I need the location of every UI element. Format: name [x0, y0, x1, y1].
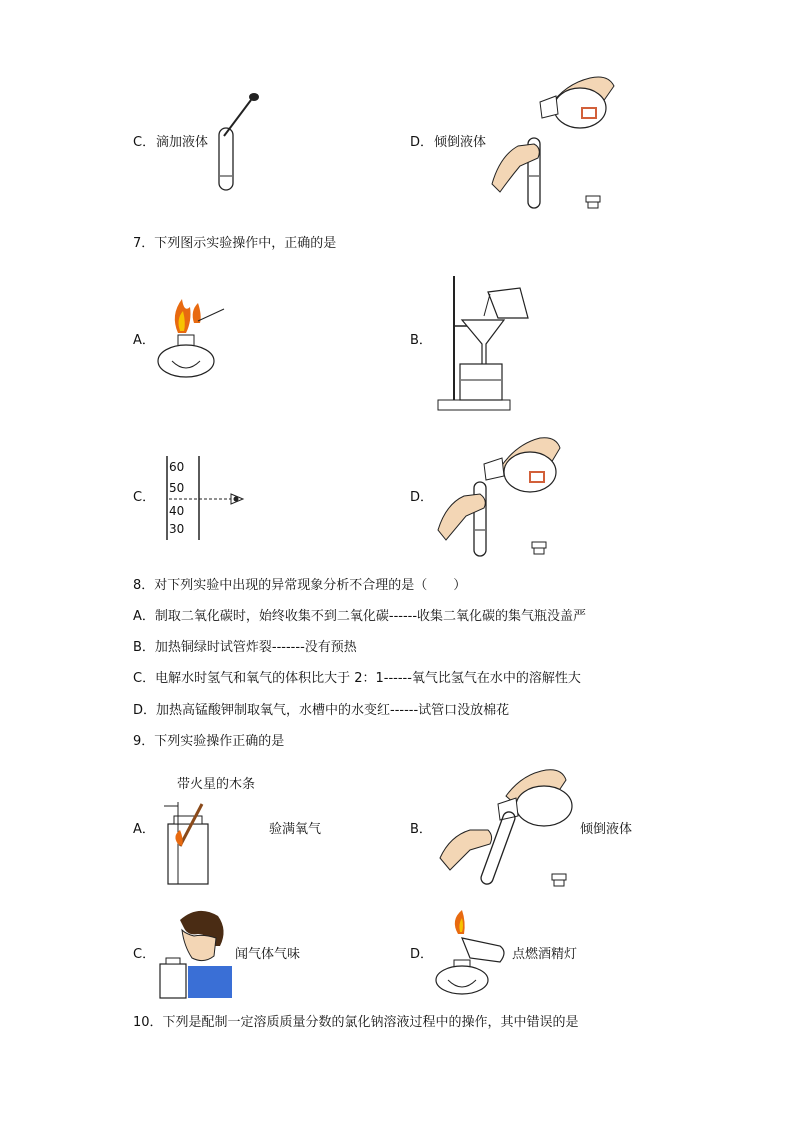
cylinder-tick-40: 40: [169, 504, 185, 518]
pouring-liquid-figure-q9: [436, 766, 576, 892]
q9-option-b-text: 倾倒液体: [580, 822, 633, 837]
gas-bottle-splint-figure: [162, 800, 217, 888]
q8-option-b: B．加热铜绿时试管炸裂-------没有预热: [133, 640, 357, 655]
cylinder-tick-30: 30: [169, 522, 185, 536]
cylinder-tick-50: 50: [169, 481, 185, 495]
q6-option-c-letter: C．: [133, 135, 156, 150]
q8-option-d: D．加热高锰酸钾制取氧气，水槽中的水变红------试管口没放棉花: [133, 703, 510, 718]
dropper-test-tube-figure: [205, 92, 265, 196]
q7-stem: 7．下列图示实验操作中，正确的是: [133, 236, 337, 251]
pouring-liquid-figure-q7: [436, 430, 561, 562]
filtration-setup-figure: [436, 272, 536, 414]
q8-option-c: C．电解水时氢气和氧气的体积比大于 2：1------氧气比氢气在水中的溶解性大: [133, 671, 581, 686]
graduated-cylinder-figure: [163, 456, 253, 540]
q9-option-d-letter: D．: [410, 947, 434, 962]
alcohol-lamp-lighting-figure: [156, 275, 231, 385]
q9-option-c-text: 闻气体气味: [235, 947, 301, 962]
q9-stem: 9．下列实验操作正确的是: [133, 734, 285, 749]
q7-option-a-letter: A．: [133, 333, 155, 348]
smelling-gas-figure: [158, 906, 234, 998]
q6-option-c-text: 滴加液体: [156, 135, 209, 150]
q10-stem: 10．下列是配制一定溶质质量分数的氯化钠溶液过程中的操作，其中错误的是: [133, 1015, 579, 1030]
q6-option-d-letter: D．: [410, 135, 434, 150]
q6-option-d-text: 倾倒液体: [434, 135, 487, 150]
cylinder-tick-60: 60: [169, 460, 185, 474]
q7-option-d-letter: D．: [410, 490, 434, 505]
q7-option-c-letter: C．: [133, 490, 156, 505]
lamp-to-lamp-lighting-figure: [430, 908, 514, 996]
pouring-liquid-figure-q6: [490, 66, 615, 214]
q9-option-c-letter: C．: [133, 947, 156, 962]
q9-option-b-letter: B．: [410, 822, 432, 837]
q8-option-a: A．制取二氧化碳时，始终收集不到二氧化碳------收集二氧化碳的集气瓶没盖严: [133, 609, 587, 624]
q9-option-a-text: 验满氧气: [269, 822, 322, 837]
q9-option-d-text: 点燃酒精灯: [512, 947, 578, 962]
q9-option-a-caption: 带火星的木条: [177, 777, 256, 792]
q8-stem: 8．对下列实验中出现的异常现象分析不合理的是（ ）: [133, 578, 467, 593]
q9-option-a-letter: A．: [133, 822, 155, 837]
q7-option-b-letter: B．: [410, 333, 432, 348]
